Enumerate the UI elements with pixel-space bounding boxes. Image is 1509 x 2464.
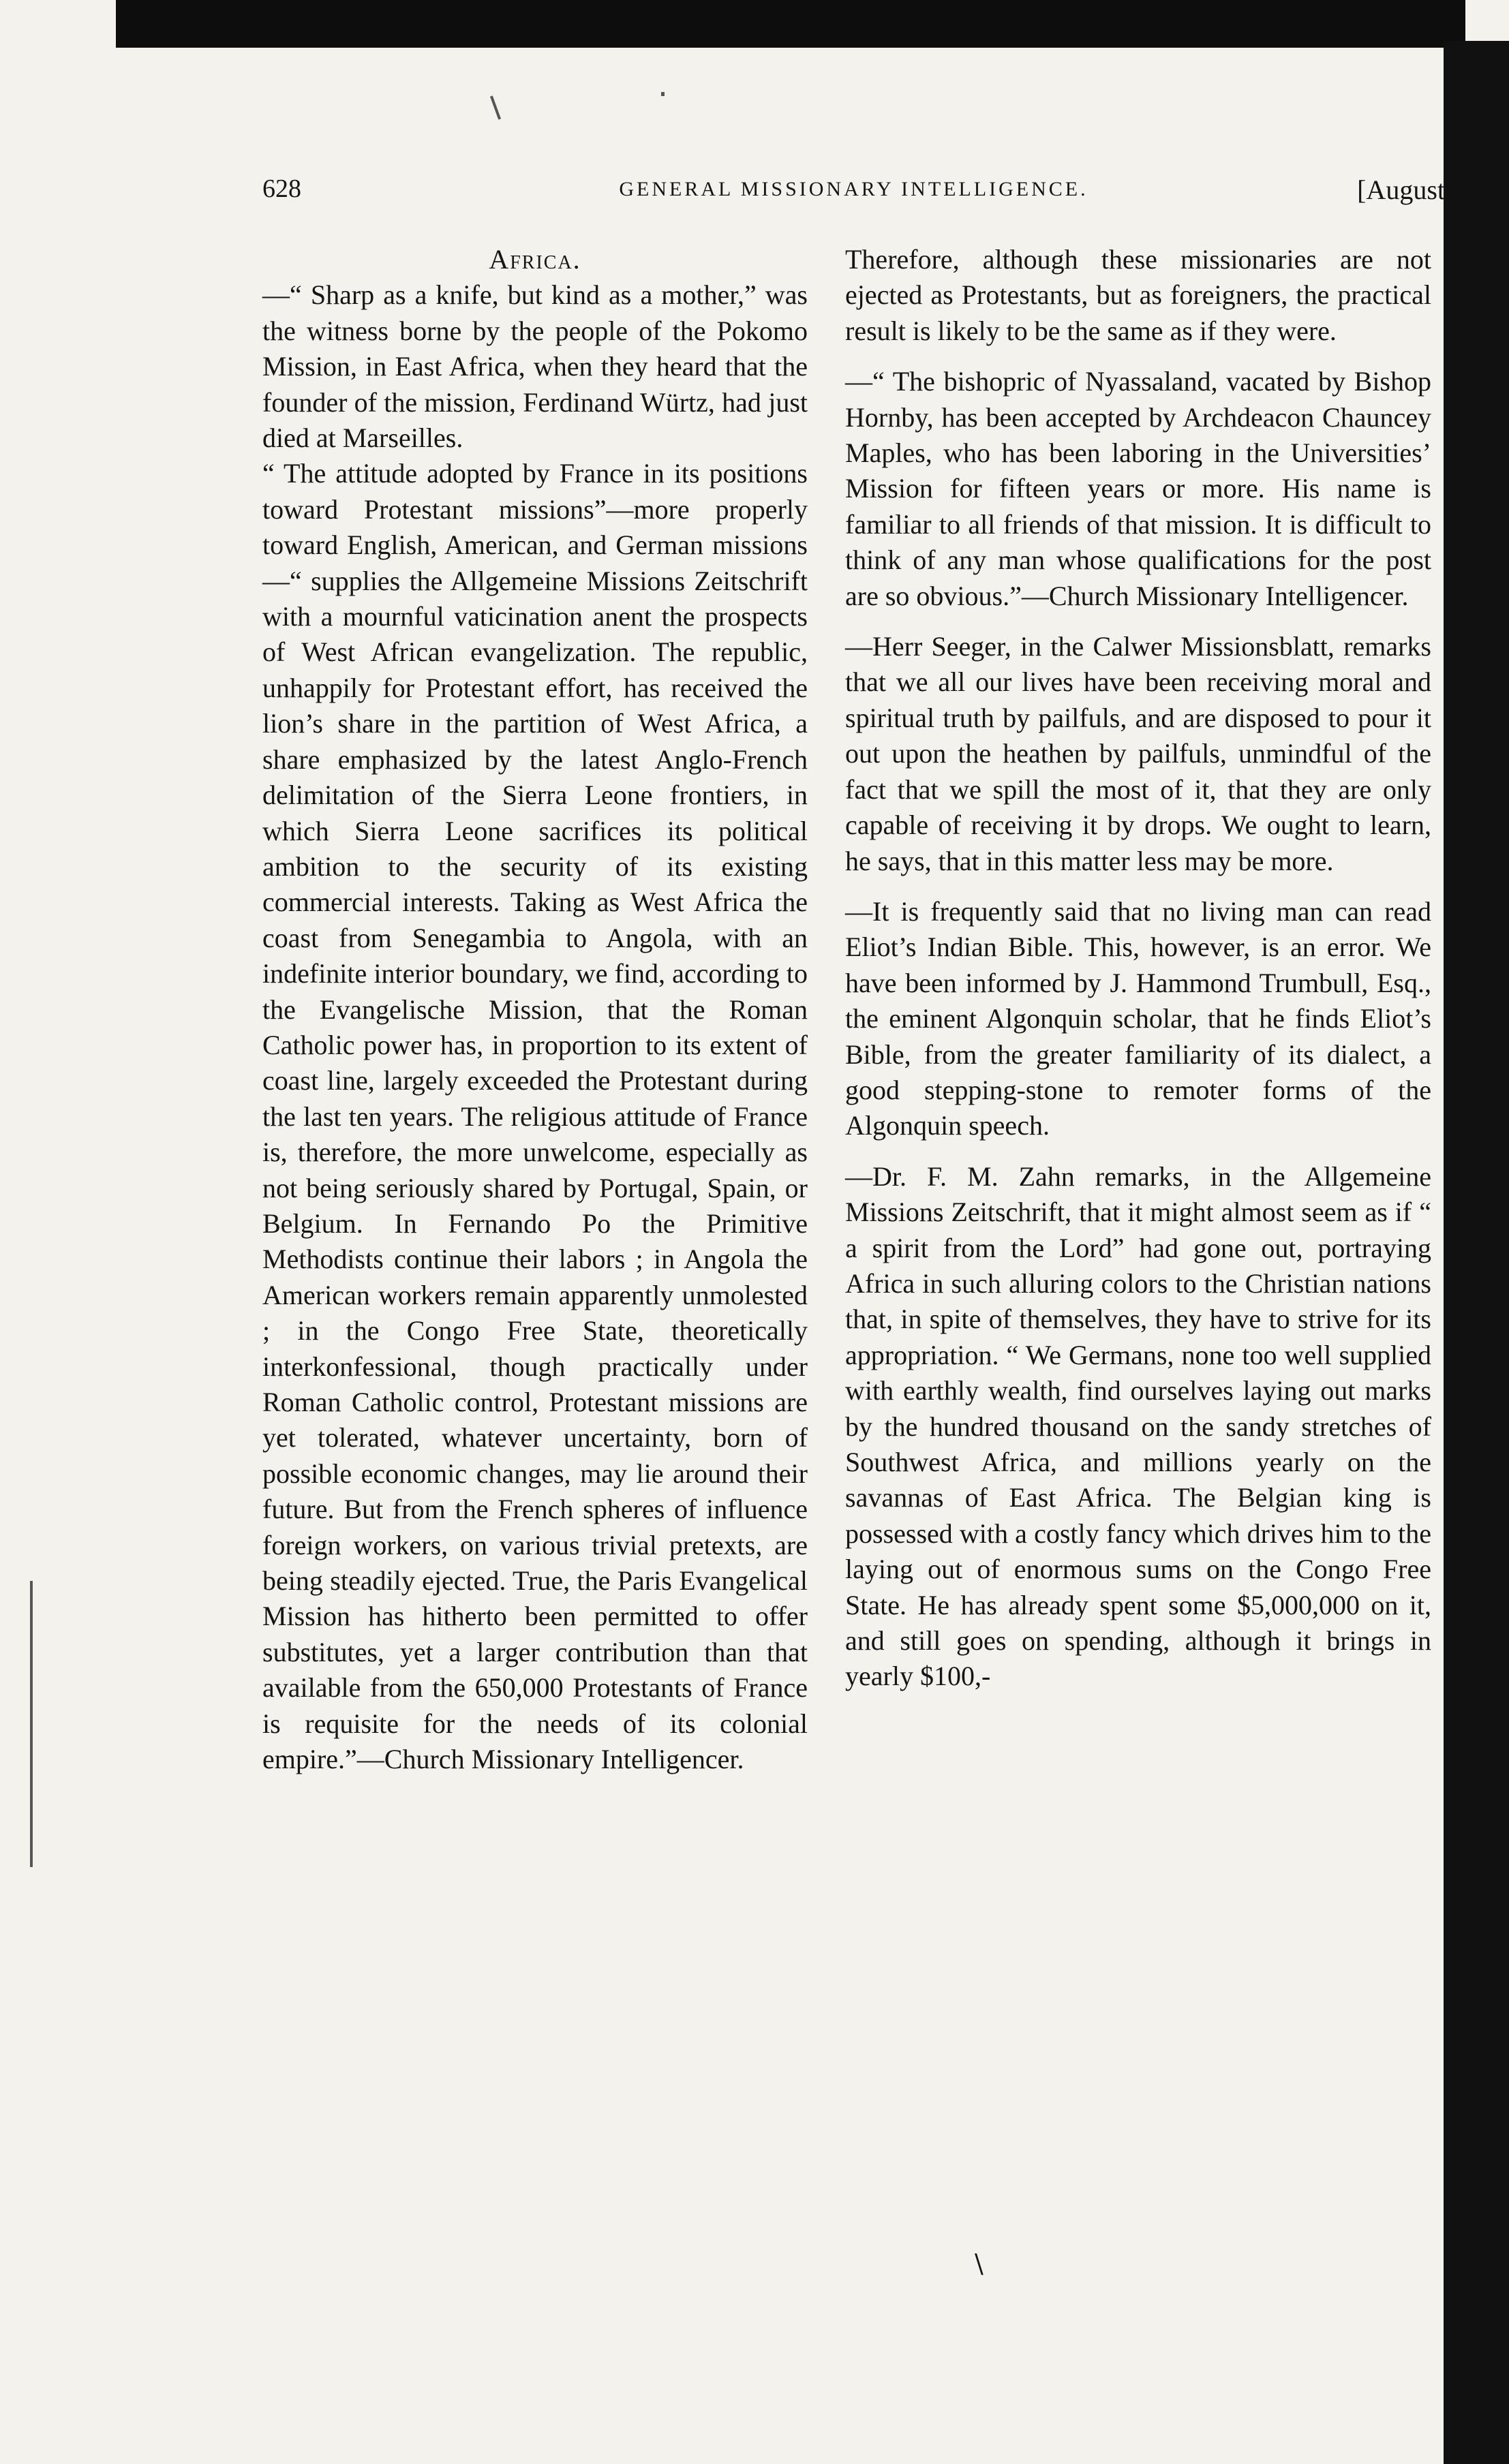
paragraph: Therefore, although these missionaries are not ejected as Protestants, but as foreigners, the practical result is likely to be the same as if they were. <box>845 244 1431 346</box>
footer-mark: \ <box>975 2249 984 2279</box>
scan-top-border <box>116 0 1465 48</box>
scan-speck <box>490 95 501 119</box>
right-column <box>845 242 1431 1695</box>
section-heading: Africa. <box>489 244 581 275</box>
paragraph: —It is frequently said that no living man can read Eliot’s Indian Bible. This, however, is an error. We have been informed by J. Hammond Trumbull, Esq., the eminent Algonquin scholar, that he finds Eliot’s Bible, from the greater familiarity of its dialect, a good stepping-stone to remoter forms of the Algonquin speech. <box>845 895 1431 1141</box>
issue-month: [August <box>1357 174 1445 205</box>
paragraph: “ The attitude adopted by France in its positions toward Protestant missions”—more properly toward English, American, and German missions—“ supplies the Allgemeine Missions Zeitschrift with a mournful vaticination anent the prospects of West African evangelization. The republic, unhappily for Protestant effort, has received the lion’s share in the partition of West Africa, a share emphasized by the latest Anglo-French delimitation of the Sierra Leone frontiers, in which Sierra Leone sacrifices its political ambition to the security of its existing commercial interests. Taking as West Africa the coast from Senegambia to Angola, with an indefinite interior boundary, we find, according to the Evangelische Mission, that the Roman Catholic power has, in proportion to its extent of coast line, largely exceeded the Protestant during the last ten years. The religious attitude of France is, therefore, the more unwelcome, especially as not being seriously shared by Portugal, Spain, or Belgium. In Fernando Po the Primitive Methodists continue their labors ; in Angola the American workers remain apparently unmolested ; in the Congo Free State, theoretically interkonfessional, though practically under Roman Catholic control, Protestant missions are yet tolerated, whatever uncertainty, born of possible economic changes, may lie around their future. But from the French spheres of influence foreign workers, on various trivial pretexts, are being steadily ejected. True, the Paris Evangelical Mission has hitherto been permitted to offer substitutes, yet a larger contribution than that available from the 650,000 Protestants of France is requisite for the needs of its colonial empire.”—Church Missionary Intelligencer. <box>262 458 808 1775</box>
paragraph: —“ Sharp as a knife, but kind as a mother,” was the witness borne by the people of the Pokomo Mission, in East Africa, when they heard that the founder of the mission, Ferdinand Würtz, had just died at Marseilles. <box>262 279 808 454</box>
scan-speck <box>30 1581 33 1867</box>
left-column <box>262 242 808 1777</box>
page-number: 628 <box>262 174 301 203</box>
running-title: GENERAL MISSIONARY INTELLIGENCE. <box>619 178 1088 200</box>
scan-right-border <box>1444 41 1509 2464</box>
running-header <box>262 174 1445 215</box>
paragraph: —Herr Seeger, in the Calwer Missionsblatt, remarks that we all our lives have been receiving moral and spiritual truth by pailfuls, and are disposed to pour it out upon the heathen by pailfuls, unmindful of the fact that we spill the most of it, that they are only capable of receiving it by drops. We ought to learn, he says, that in this matter less may be more. <box>845 631 1431 876</box>
paragraph: —Dr. F. M. Zahn remarks, in the Allgemeine Missions Zeitschrift, that it might almost seem as if “ a spirit from the Lord” had gone out, portraying Africa in such alluring colors to the Christian nations that, in spite of themselves, they have to strive for its appropriation. “ We Germans, none too well supplied with earthly wealth, find ourselves laying out marks by the hundred thousand on the sandy stretches of Southwest Africa, and millions yearly on the savannas of East Africa. The Belgian king is possessed with a costly fancy which drives him to the laying out of enormous sums on the Congo Free State. He has already spent some $5,000,000 on it, and still goes on spending, although it brings in yearly $100,- <box>845 1160 1431 1692</box>
paragraph: —“ The bishopric of Nyassaland, vacated by Bishop Hornby, has been accepted by Archdeacon Chauncey Maples, who has been laboring in the Universities’ Mission for fifteen years or more. His name is familiar to all friends of that mission. It is difficult to think of any man whose qualifications for the post are so obvious.”—Church Missionary Intelligencer. <box>845 366 1431 611</box>
scan-speck <box>661 92 665 96</box>
